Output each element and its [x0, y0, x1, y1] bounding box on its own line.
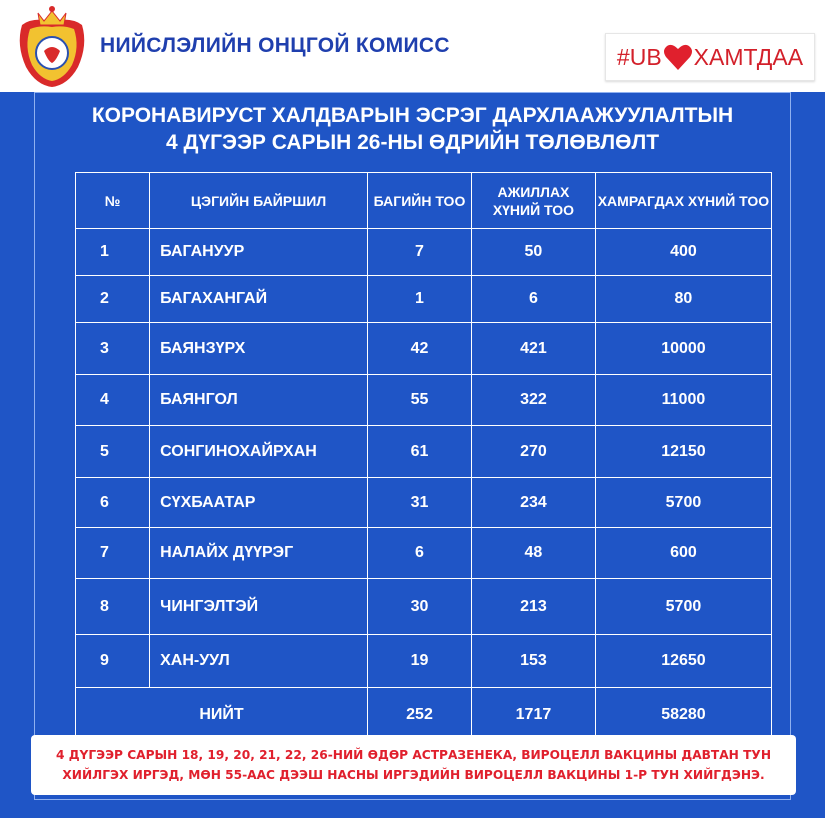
hashtag-prefix: #UB: [616, 43, 662, 70]
cell-workers: 48: [472, 528, 596, 579]
cell-workers: 50: [472, 229, 596, 276]
cell-covered: 400: [595, 229, 771, 276]
organization-title: НИЙСЛЭЛИЙН ОНЦГОЙ КОМИСС: [100, 34, 450, 57]
cell-covered: 80: [595, 276, 771, 323]
cell-teams: 31: [368, 478, 472, 528]
ulaanbaatar-emblem-icon: [12, 5, 92, 89]
cell-workers: 213: [472, 579, 596, 635]
cell-covered: 11000: [595, 375, 771, 426]
cell-covered: 5700: [595, 579, 771, 635]
cell-number: 2: [76, 276, 150, 323]
cell-total-workers: 1717: [472, 688, 596, 742]
table-row: [76, 635, 772, 688]
cell-number: 3: [76, 323, 150, 375]
cell-number: 4: [76, 375, 150, 426]
cell-total-teams: 252: [368, 688, 472, 742]
cell-location: БАГАХАНГАЙ: [150, 276, 368, 323]
col-header-teams: БАГИЙН ТОО: [368, 173, 472, 229]
hashtag-suffix: ХАМТДАА: [693, 43, 804, 70]
cell-covered: 12150: [595, 426, 771, 478]
col-header-location: ЦЭГИЙН БАЙРШИЛ: [150, 173, 368, 229]
cell-teams: 42: [368, 323, 472, 375]
cell-teams: 19: [368, 635, 472, 688]
page-title: [0, 102, 825, 156]
footer-notice: [31, 735, 796, 795]
table-total-row: [76, 688, 772, 742]
cell-teams: 7: [368, 229, 472, 276]
cell-teams: 55: [368, 375, 472, 426]
col-header-workers: АЖИЛЛАХ ХҮНИЙ ТОО: [472, 173, 596, 229]
cell-number: 7: [76, 528, 150, 579]
cell-teams: 6: [368, 528, 472, 579]
table-row: [76, 276, 772, 323]
col-header-covered: ХАМРАГДАХ ХҮНИЙ ТОО: [595, 173, 771, 229]
cell-number: 5: [76, 426, 150, 478]
table-row: [76, 323, 772, 375]
table-row: [76, 375, 772, 426]
cell-location: БАГАНУУР: [150, 229, 368, 276]
cell-teams: 61: [368, 426, 472, 478]
cell-number: 1: [76, 229, 150, 276]
cell-workers: 270: [472, 426, 596, 478]
cell-location: БАЯНЗҮРХ: [150, 323, 368, 375]
cell-location: ЧИНГЭЛТЭЙ: [150, 579, 368, 635]
cell-location: НАЛАЙХ ДҮҮРЭГ: [150, 528, 368, 579]
hashtag-badge: [605, 33, 815, 81]
footer-line-2: ХИЙЛГЭХ ИРГЭД, МӨН 55-ААС ДЭЭШ НАСНЫ ИРГЭДИЙН ВИРОЦЕЛЛ ВАКЦИНЫ 1-Р ТУН ХИЙГДЭНЭ.: [62, 768, 765, 782]
cell-teams: 1: [368, 276, 472, 323]
cell-total-label: НИЙТ: [76, 688, 368, 742]
vaccination-plan-table: [75, 172, 772, 742]
cell-workers: 234: [472, 478, 596, 528]
table-row: [76, 229, 772, 276]
col-header-number: №: [76, 173, 150, 229]
cell-number: 8: [76, 579, 150, 635]
content-panel: [0, 92, 825, 818]
cell-location: СҮХБААТАР: [150, 478, 368, 528]
cell-workers: 322: [472, 375, 596, 426]
title-line-2: 4 ДҮГЭЭР САРЫН 26-НЫ ӨДРИЙН ТӨЛӨВЛӨЛТ: [165, 131, 660, 154]
cell-workers: 6: [472, 276, 596, 323]
heart-icon: [663, 43, 693, 71]
cell-number: 6: [76, 478, 150, 528]
table-row: [76, 579, 772, 635]
cell-location: СОНГИНОХАЙРХАН: [150, 426, 368, 478]
cell-location: БАЯНГОЛ: [150, 375, 368, 426]
cell-covered: 12650: [595, 635, 771, 688]
header: [0, 0, 825, 92]
cell-total-covered: 58280: [595, 688, 771, 742]
table-row: [76, 528, 772, 579]
cell-covered: 10000: [595, 323, 771, 375]
table-row: [76, 478, 772, 528]
cell-workers: 421: [472, 323, 596, 375]
title-line-1: КОРОНАВИРУСТ ХАЛДВАРЫН ЭСРЭГ ДАРХЛААЖУУЛАЛТЫН: [91, 104, 734, 127]
cell-number: 9: [76, 635, 150, 688]
footer-line-1: 4 ДҮГЭЭР САРЫН 18, 19, 20, 21, 22, 26-НИЙ ӨДӨР АСТРАЗЕНЕКА, ВИРОЦЕЛЛ ВАКЦИНЫ ДАВТАН ТУН: [55, 748, 772, 762]
cell-covered: 5700: [595, 478, 771, 528]
cell-location: ХАН-УУЛ: [150, 635, 368, 688]
cell-covered: 600: [595, 528, 771, 579]
cell-teams: 30: [368, 579, 472, 635]
table-header-row: [76, 173, 772, 229]
table-row: [76, 426, 772, 478]
cell-workers: 153: [472, 635, 596, 688]
